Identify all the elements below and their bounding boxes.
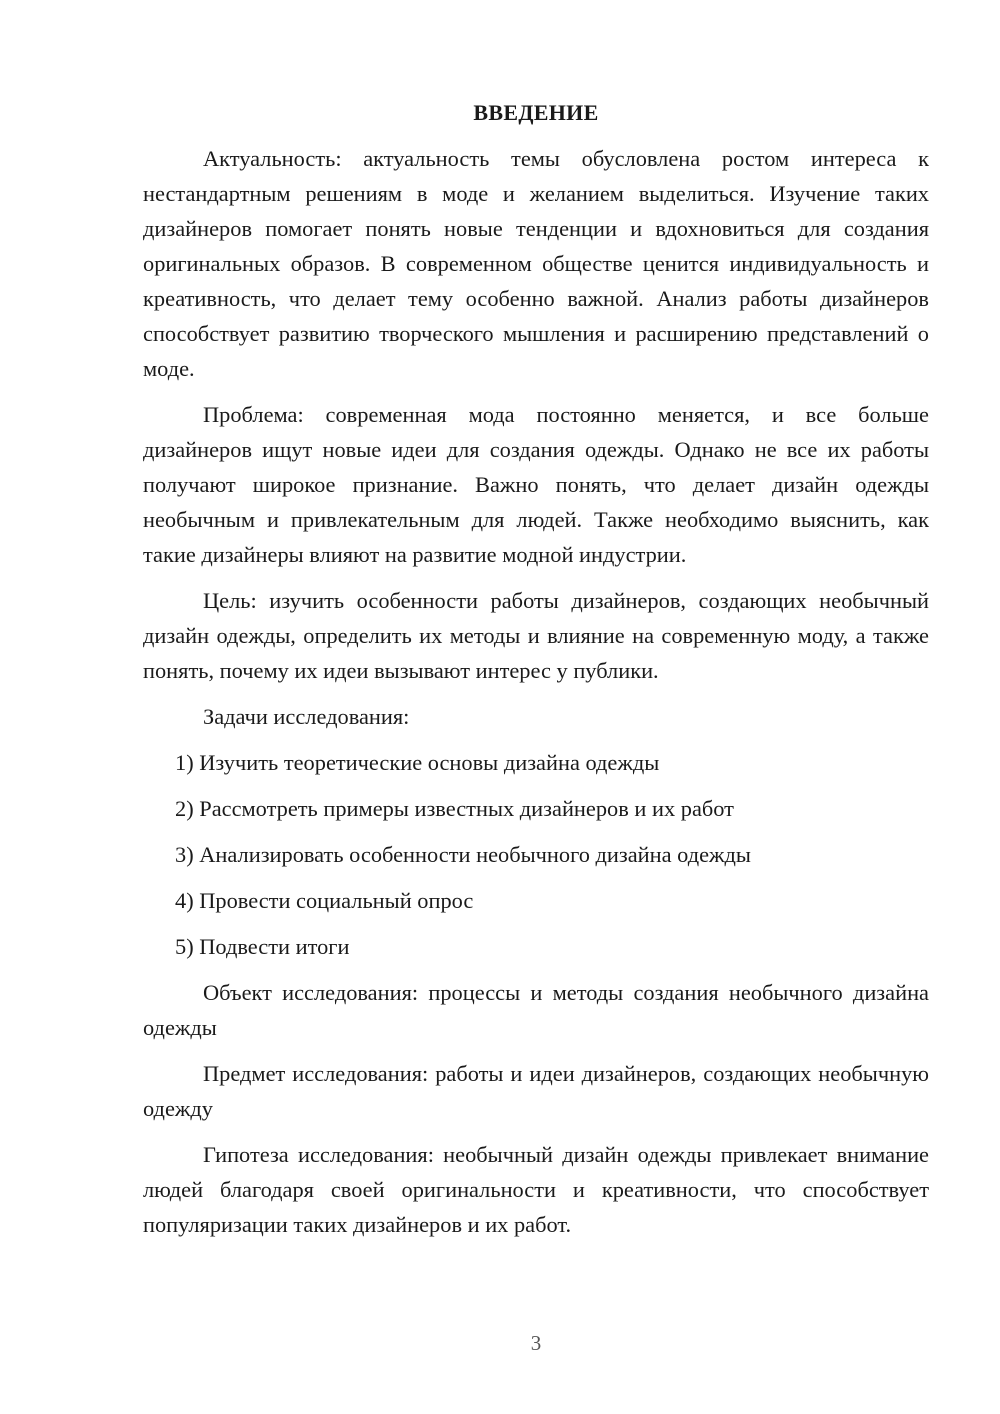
problem-paragraph: Проблема: современная мода постоянно меняется, и все больше дизайнеров ищут новые идеи для создания одежды. Однако не все их работы получают широкое признание. Важно понять, что делает дизайн одежды необычным и привлекательным для людей. Также необходимо выяснить, как такие дизайнеры влияют на развитие модной индустрии. xyxy=(143,402,929,567)
section-heading: ВВЕДЕНИЕ xyxy=(473,100,599,125)
page-number: 3 xyxy=(530,1331,542,1355)
subject-paragraph: Предмет исследования: работы и идеи дизайнеров, создающих необычную одежду xyxy=(143,1061,929,1121)
tasks-heading: Задачи исследования: xyxy=(203,704,410,729)
list-item: 2) Рассмотреть примеры известных дизайнеров и их работ xyxy=(175,796,734,821)
object-paragraph: Объект исследования: процессы и методы создания необычного дизайна одежды xyxy=(143,980,929,1040)
list-item: 5) Подвести итоги xyxy=(175,934,350,959)
relevance-paragraph: Актуальность: актуальность темы обусловлена ростом интереса к нестандартным решениям в моде и желанием выделиться. Изучение таких дизайнеров помогает понять новые тенденции и вдохновиться для создания оригинальных образов. В современном обществе ценится индивидуальность и креативность, что делает тему особенно важной. Анализ работы дизайнеров способствует развитию творческого мышления и расширению представлений о моде. xyxy=(143,146,929,381)
tasks-list xyxy=(143,745,929,964)
hypothesis-paragraph: Гипотеза исследования: необычный дизайн одежды привлекает внимание людей благодаря своей оригинальности и креативности, что способствует популяризации таких дизайнеров и их работ. xyxy=(143,1142,929,1237)
list-item: 4) Провести социальный опрос xyxy=(175,888,474,913)
goal-paragraph: Цель: изучить особенности работы дизайнеров, создающих необычный дизайн одежды, определить их методы и влияние на современную моду, а также понять, почему их идеи вызывают интерес у публики. xyxy=(143,588,929,683)
list-item: 3) Анализировать особенности необычного дизайна одежды xyxy=(175,842,751,867)
list-item: 1) Изучить теоретические основы дизайна одежды xyxy=(175,750,660,775)
document-page xyxy=(143,95,929,1253)
